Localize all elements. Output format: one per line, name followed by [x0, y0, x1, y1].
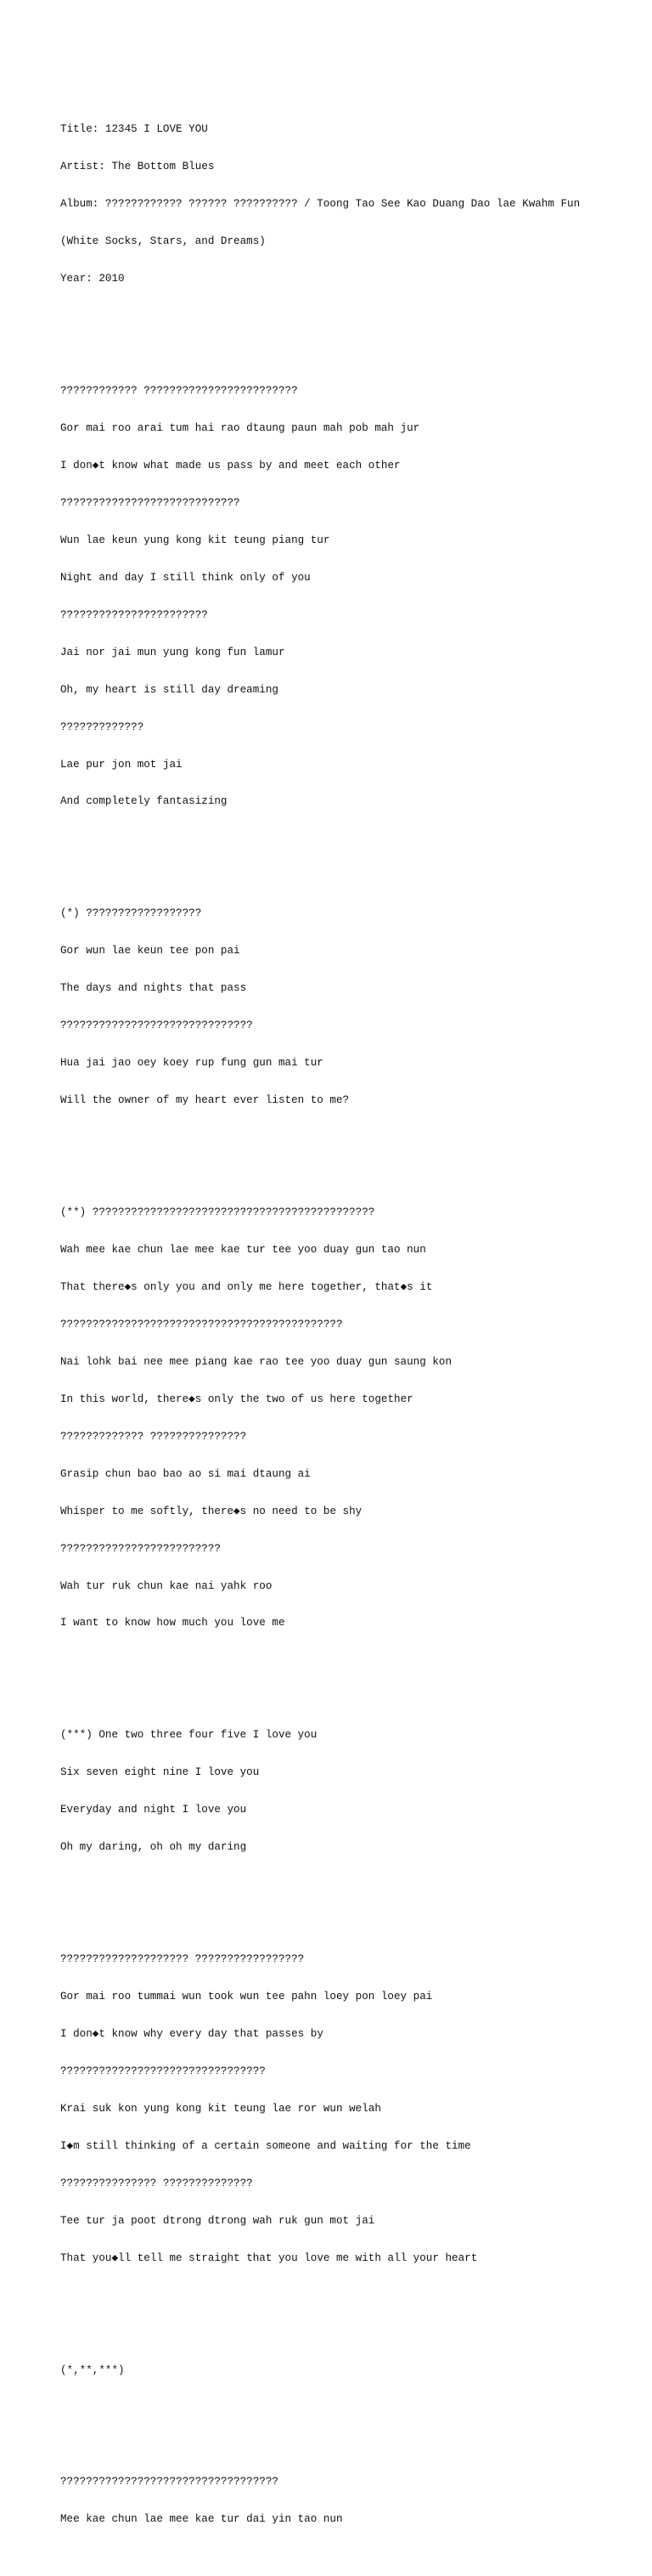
lyric-line: ??????????????? ?????????????? — [60, 2177, 253, 2189]
song-year: Year: 2010 — [60, 273, 125, 285]
lyric-line: Krai suk kon yung kong kit teung lae ror wun welah — [60, 2102, 381, 2115]
song-artist: Artist: The Bottom Blues — [60, 161, 215, 173]
lyric-line: Mee kae chun lae mee kae tur dai yin tao nun — [60, 2513, 343, 2526]
lyric-line: Gor mai roo tummai wun took wun tee pahn loey pon loey pai — [60, 1991, 433, 2003]
lyric-line: Nai lohk bai nee mee piang kae rao tee yoo duay gun saung kon — [60, 1355, 452, 1368]
lyric-line: And completely fantasizing — [60, 795, 228, 808]
lyric-line: Wun lae keun yung kong kit teung piang tur — [60, 534, 330, 546]
lyric-line: I don◆t know what made us pass by and meet each other — [60, 459, 401, 472]
lyric-line: Oh, my heart is still day dreaming — [60, 683, 278, 696]
lyric-line: Everyday and night I love you — [60, 1804, 247, 1816]
lyric-line: ???????????????????? ????????????????? — [60, 1953, 305, 1966]
lyric-line: Gor mai roo arai tum hai rao dtaung paun mah pob mah jur — [60, 421, 420, 434]
outro — [60, 2451, 646, 2551]
lyric-line: (*,**,***) — [60, 2364, 125, 2376]
lyric-line: Wah tur ruk chun kae nai yahk roo — [60, 1579, 273, 1592]
song-title: Title: 12345 I LOVE YOU — [60, 123, 208, 136]
chorus-part-3 — [60, 1704, 646, 1878]
lyric-line: Lae pur jon mot jai — [60, 758, 183, 771]
verse-2 — [60, 1929, 646, 2290]
lyric-line: Gor wun lae keun tee pon pai — [60, 945, 240, 958]
lyric-line: Will the owner of my heart ever listen to me? — [60, 1094, 350, 1107]
lyric-line: ????????????????????????? — [60, 1542, 221, 1555]
lyric-line: The days and nights that pass — [60, 982, 247, 995]
lyric-line: Wah mee kae chun lae mee kae tur tee yoo duay gun tao nun — [60, 1243, 426, 1256]
lyric-line: (***) One two three four five I love you — [60, 1729, 318, 1742]
lyric-line: Oh my daring, oh oh my daring — [60, 1841, 247, 1854]
lyric-line: I want to know how much you love me — [60, 1617, 285, 1630]
lyric-line: ??????????????????????? — [60, 608, 208, 621]
lyric-line: (*) ?????????????????? — [60, 907, 202, 920]
song-album: Album: ???????????? ?????? ?????????? / Toong Tao See Kao Duang Dao lae Kwahm Fun — [60, 198, 581, 211]
lyric-line: ????????????? — [60, 720, 144, 733]
lyrics-document — [60, 61, 646, 2576]
verse-1 — [60, 360, 646, 833]
lyric-line: I◆m still thinking of a certain someone and waiting for the time — [60, 2139, 471, 2152]
lyric-line: (**) ???????????????????????????????????????????? — [60, 1206, 375, 1218]
lyric-line: That you◆ll tell me straight that you love me with all your heart — [60, 2251, 478, 2264]
lyric-line: ?????????????????????????????????? — [60, 2476, 278, 2488]
song-album-translation: (White Socks, Stars, and Dreams) — [60, 235, 266, 248]
lyric-line: In this world, there◆s only the two of us here together — [60, 1393, 413, 1405]
lyric-line: ???????????????????????????????????????????? — [60, 1318, 343, 1330]
lyric-line: Whisper to me softly, there◆s no need to be shy — [60, 1505, 363, 1517]
lyric-line: ???????????????????????????? — [60, 496, 240, 509]
lyric-line: I don◆t know why every day that passes by — [60, 2027, 323, 2040]
chorus-part-1 — [60, 883, 646, 1132]
lyric-line: Tee tur ja poot dtrong dtrong wah ruk gun mot jai — [60, 2214, 375, 2227]
song-header — [60, 99, 646, 310]
lyric-line: ???????????? ???????????????????????? — [60, 384, 298, 397]
lyric-line: That there◆s only you and only me here together, that◆s it — [60, 1280, 433, 1293]
lyric-line: Night and day I still think only of you — [60, 571, 311, 584]
chorus-part-2 — [60, 1182, 646, 1655]
lyric-line: Six seven eight nine I love you — [60, 1766, 260, 1779]
lyric-line: ?????????????????????????????? — [60, 1020, 253, 1032]
lyric-line: Grasip chun bao bao ao si mai dtaung ai — [60, 1467, 311, 1480]
lyric-line: ????????????? ??????????????? — [60, 1430, 247, 1443]
lyric-line: Hua jai jao oey koey rup fung gun mai tur — [60, 1057, 323, 1070]
lyric-line: Jai nor jai mun yung kong fun lamur — [60, 646, 285, 658]
lyric-line: ???????????????????????????????? — [60, 2065, 266, 2077]
repeat-marker — [60, 2339, 646, 2401]
